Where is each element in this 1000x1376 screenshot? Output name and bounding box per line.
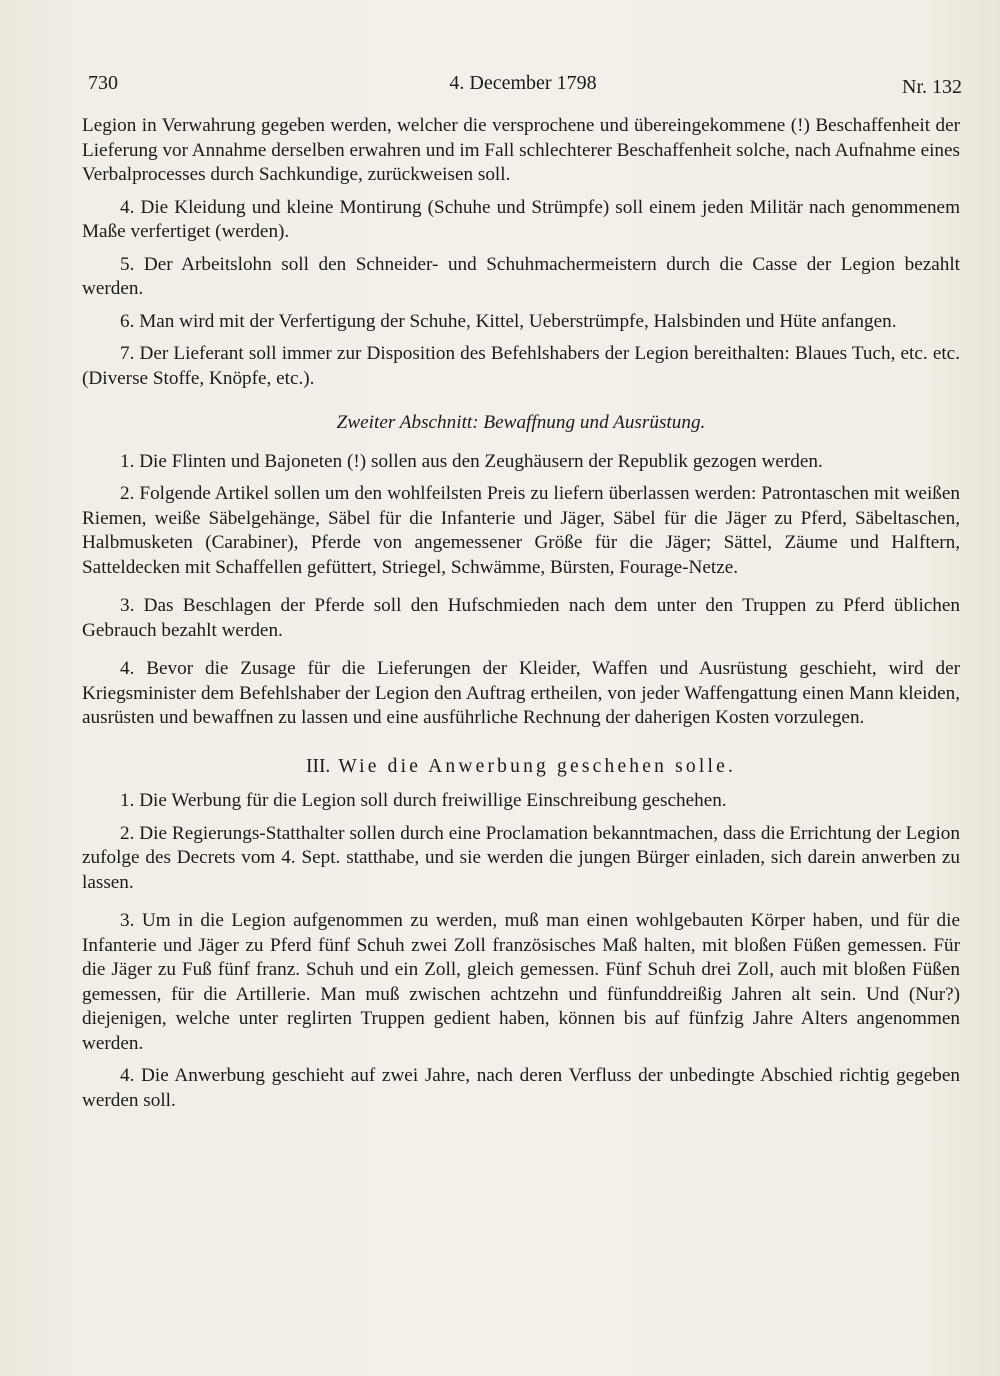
paragraph-recruitment-4: 4. Die Anwerbung geschieht auf zwei Jahre, nach deren Verfluss der unbedingte Abschied richtig gegeben werden soll.: [82, 1065, 960, 1111]
paragraph-recruitment-2: 2. Die Regierungs-Statthalter sollen durch eine Proclamation bekanntmachen, dass die Errichtung der Legion zufolge des Decrets vom 4. Sept. statthabe, und sie werden die jungen Bürger einladen, sich darein anwerben zu lassen.: [82, 822, 960, 893]
page-date: 4. December 1798: [449, 72, 597, 94]
paragraph-clothing-6: 6. Man wird mit der Verfertigung der Schuhe, Kittel, Ueberstrümpfe, Halsbinden und Hüte anfangen.: [120, 310, 897, 332]
page-number: 730: [88, 72, 118, 94]
part-title: Wie die Anwerbung geschehen solle.: [338, 755, 737, 777]
paragraph-continuation: Legion in Verwahrung gegeben werden, welcher die versprochene und übereingekommene (!) Beschaffenheit der Lieferung vor Annahme derselben erwahren und im Fall schlechterer Beschaffenheit solche, nach Aufnahme eines Verbalprocesses durch Sachkundige, zurückweisen soll.: [82, 115, 960, 185]
paragraph-armament-3: 3. Das Beschlagen der Pferde soll den Hufschmieden nach dem unter den Truppen zu Pferd üblichen Gebrauch bezahlt werden.: [82, 595, 960, 641]
paragraph-clothing-5: 5. Der Arbeitslohn soll den Schneider- und Schuhmachermeistern durch die Casse der Legion bezahlt werden.: [82, 253, 960, 299]
paragraph-clothing-4: 4. Die Kleidung und kleine Montirung (Schuhe und Strümpfe) soll einem jeden Militär nach genommenem Maße verfertiget (werden).: [82, 196, 960, 242]
part-heading: [82, 755, 960, 780]
body-text: [82, 114, 960, 1121]
paragraph-armament-2: 2. Folgende Artikel sollen um den wohlfeilsten Preis zu liefern überlassen werden: Patrontaschen mit weißen Riemen, weiße Säbelgehänge, Säbel für die Infanterie und Jäger, Säbel für die Jäger zu Pferd, Säbeltaschen, Halbmusketen (Carabiner), Pferde von angemessener Größe für die Jäger; Sättel, Zäume und Halftern, Satteldecken mit Schaffellen gefüttert, Striegel, Schwämme, Bürsten, Fourage-Netze.: [82, 483, 960, 578]
paragraph-recruitment-3: 3. Um in die Legion aufgenommen zu werden, muß man einen wohlgebauten Körper haben, und für die Infanterie und Jäger zu Pferd fünf Schuh zwei Zoll französisches Maß halten, mit bloßen Füßen gemessen. Für die Jäger zu Fuß fünf franz. Schuh und ein Zoll, gleich gemessen. Fünf Schuh drei Zoll, auch mit bloßen Füßen gemessen, für die Artillerie. Man muß zwischen achtzehn und fünfunddreißig Jahren alt sein. Und (Nur?) diejenigen, welche unter reglirten Truppen gedient haben, können bis auf fünfzig Jahre Alters angenommen werden.: [82, 910, 960, 1054]
paragraph-clothing-7: 7. Der Lieferant soll immer zur Disposition des Befehlshabers der Legion bereithalten: Blaues Tuch, etc. etc. (Diverse Stoffe, Knöpfe, etc.).: [82, 343, 960, 389]
part-numeral: III.: [305, 755, 331, 777]
section-heading: Zweiter Abschnitt: Bewaffnung und Ausrüstung.: [336, 412, 706, 433]
paragraph-recruitment-1: 1. Die Werbung für die Legion soll durch freiwillige Einschreibung geschehen.: [120, 790, 727, 811]
document-number: Nr. 132: [902, 76, 962, 98]
paragraph-armament-1: 1. Die Flinten und Bajoneten (!) sollen aus den Zeughäusern der Republik gezogen werden.: [120, 450, 823, 472]
paragraph-armament-4: 4. Bevor die Zusage für die Lieferungen der Kleider, Waffen und Ausrüstung geschieht, wird der Kriegsminister dem Befehlshaber der Legion den Auftrag ertheilen, von jeder Waffengattung einen Mann kleiden, ausrüsten und bewaffnen zu lassen und eine ausführliche Rechnung der daherigen Kosten vorzulegen.: [82, 658, 960, 728]
page-header: [84, 72, 962, 104]
